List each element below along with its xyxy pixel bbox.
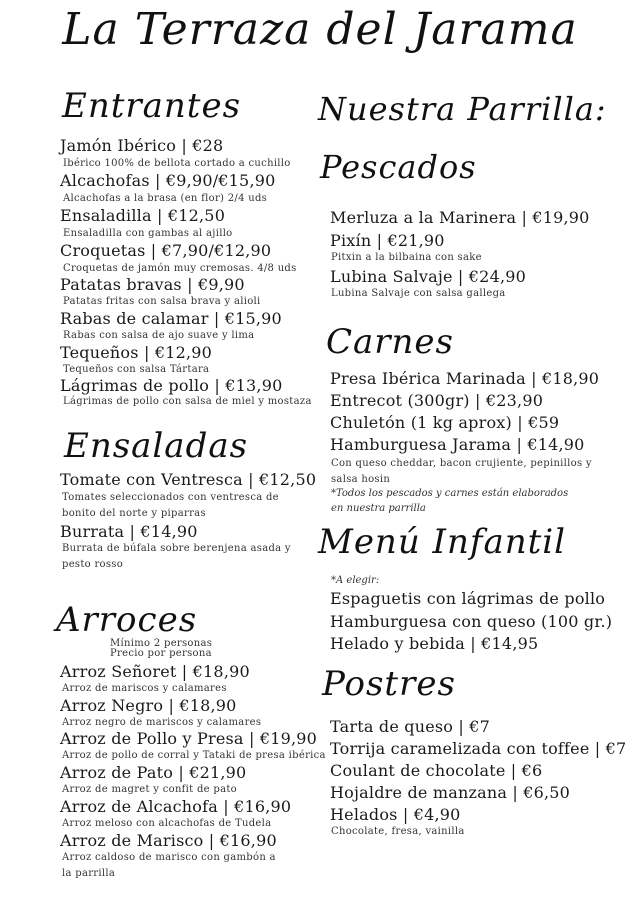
arroces-note-min: Mínimo 2 personas bbox=[110, 638, 213, 649]
infantil-heading: Menú Infantil bbox=[318, 522, 567, 562]
infantil-note: *A elegir: bbox=[331, 575, 380, 586]
menu-item-name: Pixín | €21,90 bbox=[330, 231, 445, 250]
parrilla-footnote: *Todos los pescados y carnes están elaborados en nuestra parrilla bbox=[331, 488, 569, 514]
postres-heading: Postres bbox=[322, 664, 456, 704]
menu-item-desc: Pitxin a la bilbaina con sake bbox=[331, 252, 482, 263]
menu-item-name: Chuletón (1 kg aprox) | €59 bbox=[330, 413, 560, 432]
carnes-heading: Carnes bbox=[326, 322, 455, 362]
menu-item-name: Arroz de Pato | €21,90 bbox=[60, 763, 247, 782]
menu-item-desc: Arroz de magret y confit de pato bbox=[62, 784, 237, 795]
menu-item-desc: Lubina Salvaje con salsa gallega bbox=[331, 288, 506, 299]
menu-item-name: Arroz de Marisco | €16,90 bbox=[60, 831, 277, 850]
menu-item-desc: Ibérico 100% de bellota cortado a cuchillo bbox=[63, 158, 291, 169]
arroces-heading: Arroces bbox=[56, 600, 198, 640]
menu-item-name: Arroz de Alcachofa | €16,90 bbox=[60, 797, 292, 816]
menu-item-desc: Arroz meloso con alcachofas de Tudela bbox=[62, 818, 272, 829]
hamburguesa-desc: Con queso cheddar, bacon crujiente, pepinillos y salsa hosin bbox=[331, 458, 592, 485]
ensaladas-heading: Ensaladas bbox=[64, 426, 249, 466]
menu-item-desc: Lágrimas de pollo con salsa de miel y mostaza bbox=[63, 396, 312, 407]
menu-item-name: Tomate con Ventresca | €12,50 bbox=[60, 470, 317, 489]
menu-item-name: Arroz de Pollo y Presa | €19,90 bbox=[60, 729, 318, 748]
arroces-note-price: Precio por persona bbox=[110, 648, 212, 659]
menu-item-name: Arroz Señoret | €18,90 bbox=[60, 662, 250, 681]
menu-item-name: Jamón Ibérico | €28 bbox=[60, 136, 224, 155]
menu-item-name: Presa Ibérica Marinada | €18,90 bbox=[330, 369, 600, 388]
menu-item-desc: Arroz de pollo de corral y Tataki de presa ibérica bbox=[62, 750, 326, 761]
menu-item-name: Torrija caramelizada con toffee | €7 bbox=[330, 739, 627, 758]
menu-item-desc: Arroz negro de mariscos y calamares bbox=[62, 717, 262, 728]
menu-item-name: Arroz Negro | €18,90 bbox=[60, 696, 237, 715]
menu-item-name: Rabas de calamar | €15,90 bbox=[60, 309, 282, 328]
menu-item-name: Lágrimas de pollo | €13,90 bbox=[60, 376, 283, 395]
menu-item-desc: Arroz caldoso de marisco con gambón a la parrilla bbox=[62, 852, 276, 879]
menu-item-desc: Arroz de mariscos y calamares bbox=[62, 683, 227, 694]
helados-desc: Chocolate, fresa, vainilla bbox=[331, 826, 465, 837]
menu-item-desc: Alcachofas a la brasa (en flor) 2/4 uds bbox=[63, 193, 268, 204]
menu-item-name: Tequeños | €12,90 bbox=[60, 343, 213, 362]
menu-item-name: Tarta de queso | €7 bbox=[330, 717, 491, 736]
menu-item-name: Alcachofas | €9,90/€15,90 bbox=[60, 171, 276, 190]
menu-item-name: Helado y bebida | €14,95 bbox=[330, 634, 539, 653]
menu-item-name: Merluza a la Marinera | €19,90 bbox=[330, 208, 590, 227]
parrilla-heading: Nuestra Parrilla: bbox=[318, 90, 607, 128]
entrantes-heading: Entrantes bbox=[62, 86, 242, 126]
menu-title: La Terraza del Jarama bbox=[62, 4, 578, 55]
menu-item-name: Coulant de chocolate | €6 bbox=[330, 761, 543, 780]
menu-item-desc: Patatas fritas con salsa brava y alioli bbox=[63, 296, 261, 307]
menu-item-name: Hamburguesa Jarama | €14,90 bbox=[330, 435, 585, 454]
menu-item-name: Entrecot (300gr) | €23,90 bbox=[330, 391, 544, 410]
menu-item-desc: Rabas con salsa de ajo suave y lima bbox=[63, 330, 255, 341]
menu-item-desc: Ensaladilla con gambas al ajillo bbox=[63, 228, 233, 239]
menu-item-desc: Tequeños con salsa Tártara bbox=[63, 364, 210, 375]
menu-item-name: Burrata | €14,90 bbox=[60, 522, 198, 541]
menu-item-desc: Croquetas de jamón muy cremosas. 4/8 uds bbox=[63, 263, 297, 274]
menu-item-name: Patatas bravas | €9,90 bbox=[60, 275, 245, 294]
menu-item-desc: Burrata de búfala sobre berenjena asada y pesto rosso bbox=[62, 543, 291, 570]
pescados-heading: Pescados bbox=[320, 148, 477, 186]
menu-item-name: Hojaldre de manzana | €6,50 bbox=[330, 783, 571, 802]
menu-item-name: Croquetas | €7,90/€12,90 bbox=[60, 241, 272, 260]
menu-item-name: Hamburguesa con queso (100 gr.) bbox=[330, 612, 613, 631]
menu-item-name: Lubina Salvaje | €24,90 bbox=[330, 267, 526, 286]
menu-item-name: Helados | €4,90 bbox=[330, 805, 461, 824]
menu-item-name: Espaguetis con lágrimas de pollo bbox=[330, 589, 606, 608]
menu-item-name: Ensaladilla | €12,50 bbox=[60, 206, 226, 225]
menu-item-desc: Tomates seleccionados con ventresca de bonito del norte y piparras bbox=[62, 492, 279, 519]
